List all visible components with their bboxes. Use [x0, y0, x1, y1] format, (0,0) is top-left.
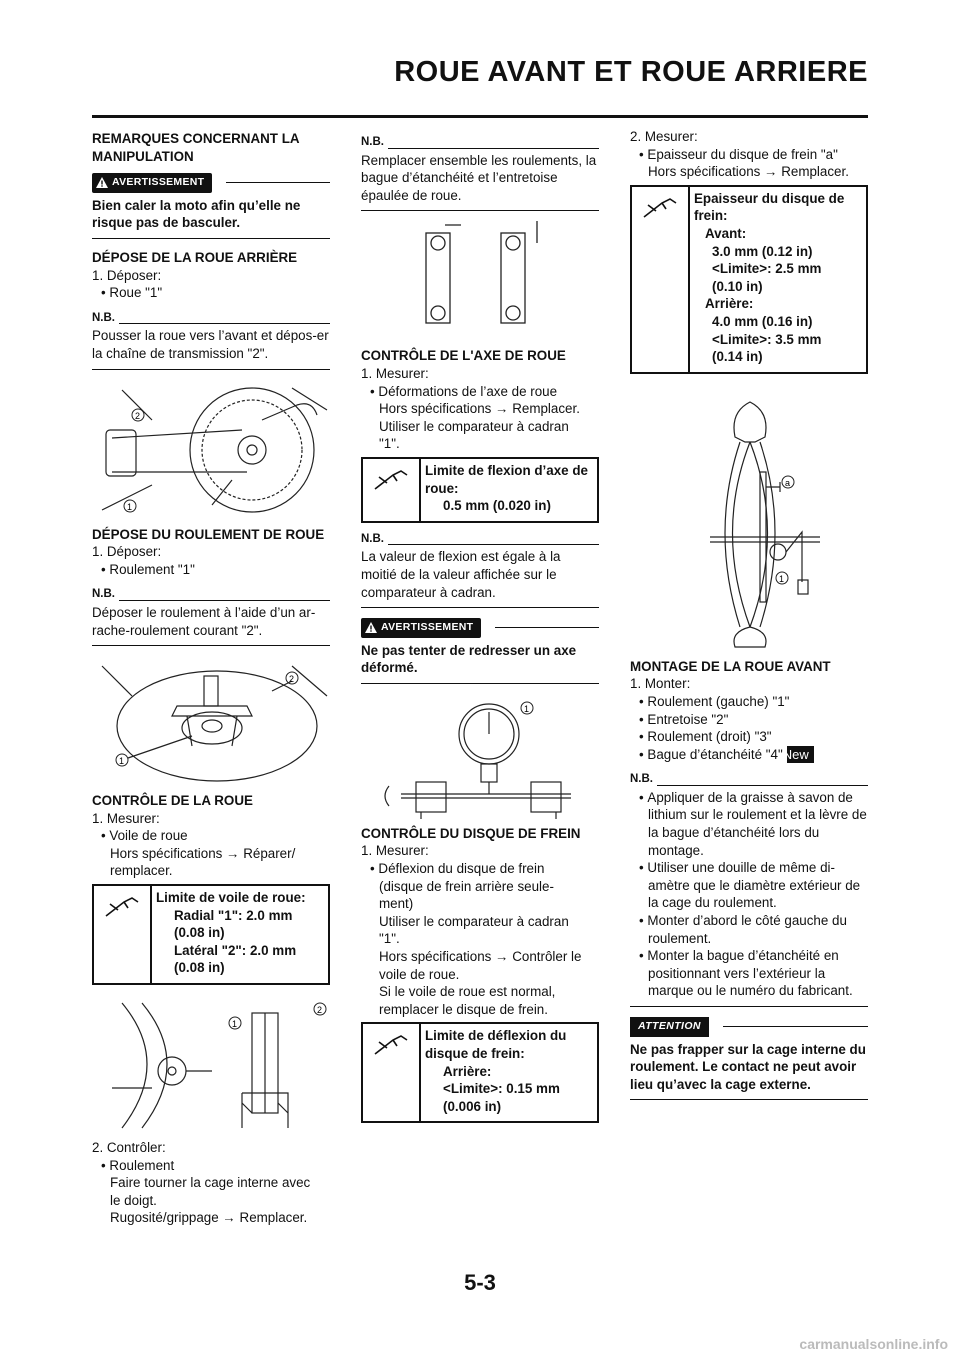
nb-bullet: • Monter d’abord le côté gauche du roulement.	[630, 912, 868, 947]
step-text: 2. Mesurer:	[630, 129, 698, 144]
step-bullet: • Roulement	[92, 1157, 330, 1175]
section-title-wheel-check: CONTRÔLE DE LA ROUE	[92, 793, 253, 809]
new-part-badge: New	[787, 746, 814, 764]
spec-box-brake-disc-deflection: Limite de déflexion du disque de frein: Arrière: <Limite>: 0.15 mm (0.006 in)	[361, 1022, 599, 1123]
nb-text: La valeur de flexion est égale à la moitié de la valeur affichée sur le comparateur à cadran.	[361, 549, 561, 600]
attention-text: Ne pas frapper sur la cage interne du roulement. Le contact ne peut avoir lieu qu’avec la cage externe.	[630, 1041, 866, 1092]
nb-bullet: • Appliquer de la graisse à savon de lithium sur le roulement et la lèvre de la bague d’étanchéité lors du montage.	[630, 789, 868, 859]
axle-dial-gauge-illustration	[361, 694, 599, 819]
step-bullet: • Roulement (gauche) "1"	[630, 693, 868, 711]
attention-badge: ATTENTION	[630, 1017, 709, 1037]
nb-header: N.B.	[361, 531, 599, 549]
page-number: 5-3	[464, 1270, 496, 1295]
step-bullet: • Roulement (droit) "3"	[630, 728, 868, 746]
step-bullet: • Roulement "1"	[92, 561, 330, 579]
step-text: 2. Contrôler:	[92, 1140, 166, 1156]
page-title: ROUE AVANT ET ROUE ARRIERE	[394, 56, 868, 88]
svg-text:1: 1	[119, 756, 125, 767]
watermark: carmanualsonline.info	[799, 1336, 948, 1352]
svg-text:2: 2	[317, 1005, 323, 1016]
step-text: 1. Déposer:	[92, 267, 162, 283]
spec-box-brake-disc-thickness: Epaisseur du disque de frein: Avant: 3.0 mm (0.12 in) <Limite>: 2.5 mm (0.10 in) Arrière: 4.0 mm (0.16 in) <Limite>: 3.5 mm (0.14 in)	[630, 185, 868, 374]
section-title-handling: REMARQUES CONCERNANT LA MANIPULATION	[92, 131, 300, 164]
nb-header: N.B.	[92, 310, 330, 328]
warning-triangle-icon	[365, 622, 377, 633]
svg-text:1: 1	[524, 703, 530, 714]
step-bullet: • Entretoise "2"	[630, 711, 868, 729]
svg-text:2: 2	[289, 674, 295, 685]
warning-header	[92, 173, 330, 193]
warning-badge: AVERTISSEMENT	[92, 173, 212, 193]
warning-end-rule	[92, 238, 330, 239]
warning-header	[361, 618, 599, 638]
wrench-spec-icon	[642, 195, 678, 221]
step-text: 1. Mesurer:	[361, 365, 429, 381]
step-bullet: • Epaisseur du disque de frein "a"	[630, 146, 868, 164]
step-text: 1. Mesurer:	[361, 843, 429, 859]
nb-bullet: • Monter la bague d’étanchéité en positionnant vers l’extérieur la marque ou le numéro du fabricant.	[630, 947, 868, 1000]
step-bullet: • Voile de roue	[92, 827, 330, 845]
section-title-bearing-removal: DÉPOSE DU ROULEMENT DE ROUE	[92, 526, 325, 542]
wrench-spec-icon	[373, 1032, 409, 1058]
spec-box-axle-bend: Limite de flexion d’axe de roue: 0.5 mm (0.020 in)	[361, 457, 599, 523]
svg-text:1: 1	[127, 501, 133, 512]
brake-disc-wheel-illustration	[630, 382, 868, 652]
step-bullet: • Roue "1"	[92, 284, 330, 302]
step-text: 1. Mesurer:	[92, 810, 160, 826]
attention-header	[630, 1017, 868, 1037]
step-detail: remplacer.	[110, 863, 173, 879]
rear-wheel-chain-illustration	[92, 380, 330, 520]
wrench-spec-icon	[373, 467, 409, 493]
warning-triangle-icon	[96, 177, 108, 188]
wrench-spec-icon	[104, 894, 140, 920]
header-rule	[92, 115, 868, 118]
nb-header: N.B.	[630, 771, 868, 789]
warning-badge: AVERTISSEMENT	[361, 618, 481, 638]
svg-text:2: 2	[135, 410, 141, 421]
svg-text:1: 1	[779, 573, 785, 584]
section-title-brake-disc-check: CONTRÔLE DU DISQUE DE FREIN	[361, 825, 581, 841]
step-bullet: • Déformations de l’axe de roue	[361, 383, 599, 401]
wheel-runout-dial-gauge-illustration	[92, 993, 330, 1133]
step-detail: Hors spécifications → Réparer/	[110, 845, 296, 861]
warning-text: Ne pas tenter de redresser un axe déformé.	[361, 642, 577, 676]
svg-text:1: 1	[232, 1019, 238, 1030]
bearing-cross-section-illustration	[361, 221, 599, 341]
column-1: REMARQUES CONCERNANT LA MANIPULATION AVERTISSEMENT Bien caler la moto afin qu’elle ne risque pas de basculer. DÉPOSE DE LA ROUE ARRIÈRE 1. Déposer: • Roue "1" N.B. Pousser la roue vers l’avant et dépos-er la chaîne de transmission "2". 2 1 DÉPOSE DU ROULEMENT DE ROUE 1. Déposer: • Roulement "1" N.B. Déposer le roulement à l’aide d’un ar-rache-roulement courant "2". 2 1 CONTRÔLE DE LA ROUE 1. Mesurer: • Voile de roue Hors spécifications → Réparer/ remplacer. Limite de voile de roue: Radial "1": 2.0 mm (0.08 in) Latéral "2": 2.0 mm (0.08 in) 2 1 2. Contrôler: • Roulement Faire tourner la cage interne avec le doigt. Rugosité/grippage → Remplacer.	[92, 128, 330, 1227]
column-2: N.B. Remplacer ensemble les roulements, la bague d’étanchéité et l’entretoise épaulée de roue. CONTRÔLE DE L'AXE DE ROUE 1. Mesurer: • Déformations de l’axe de roue Hors spécifications → Remplacer. Utiliser le comparateur à cadran "1". Limite de flexion d’axe de roue: 0.5 mm (0.020 in) N.B. La valeur de flexion est égale à la moitié de la valeur affichée sur le comparateur à cadran. AVERTISSEMENT Ne pas tenter de redresser un axe déformé. 1 CONTRÔLE DU DISQUE DE FREIN 1. Mesurer: • Déflexion du disque de frein (disque de frein arrière seule- ment) Utiliser le comparateur à cadran "1". Hors spécifications → Contrôler le voile de roue. Si le voile de roue est normal, remplacer le disque de frein. Limite de déflexion du disque de frein: Arrière: <Limite>: 0.15 mm (0.006 in)	[361, 128, 599, 1131]
spec-box-wheel-runout: Limite de voile de roue: Radial "1": 2.0 mm (0.08 in) Latéral "2": 2.0 mm (0.08 in)	[92, 884, 330, 985]
bearing-puller-illustration	[92, 656, 330, 786]
nb-bullet: • Utiliser une douille de même di-amètre que le diamètre extérieur de la cage du roulement.	[630, 859, 868, 912]
section-title-front-wheel-install: MONTAGE DE LA ROUE AVANT	[630, 658, 831, 674]
column-3: 2. Mesurer: • Epaisseur du disque de frein "a" Hors spécifications → Remplacer. Epaisseur du disque de frein: Avant: 3.0 mm (0.12 in) <Limite>: 2.5 mm (0.10 in) Arrière: 4.0 mm (0.16 in) <Limite>: 3.5 mm (0.14 in) a 1 MONTAGE DE LA ROUE AVANT 1. Monter: • Roulement (gauche) "1" • Entretoise "2" • Roulement (droit) "3" • Bague d’étanchéité "4"New N.B. • Appliquer de la graisse à savon de lithium sur le roulement et la lèvre de la bague d’étanchéité lors du montage. • Utiliser une douille de même di-amètre que le diamètre extérieur de la cage du roulement. • Monter d’abord le côté gauche du roulement. • Monter la bague d’étanchéité en positionnant vers l’extérieur la marque ou le numéro du fabricant. ATTENTION Ne pas frapper sur la cage interne du roulement. Le contact ne peut avoir lieu qu’avec la cage externe.	[630, 128, 868, 1110]
nb-text: Remplacer ensemble les roulements, la bague d’étanchéité et l’entretoise épaulée de roue.	[361, 152, 597, 203]
section-title-rear-wheel-removal: DÉPOSE DE LA ROUE ARRIÈRE	[92, 249, 298, 265]
nb-text: Pousser la roue vers l’avant et dépos-er la chaîne de transmission "2".	[92, 328, 329, 361]
step-bullet: • Bague d’étanchéité "4"New	[630, 746, 868, 764]
warning-text: Bien caler la moto afin qu’elle ne risque pas de basculer.	[92, 197, 301, 231]
nb-header: N.B.	[92, 586, 330, 604]
step-text: 1. Monter:	[630, 676, 691, 692]
step-bullet: • Déflexion du disque de frein	[361, 860, 599, 878]
svg-text:a: a	[785, 477, 791, 488]
nb-header: N.B.	[361, 134, 599, 152]
step-text: 1. Déposer:	[92, 544, 162, 560]
section-title-axle-check: CONTRÔLE DE L'AXE DE ROUE	[361, 348, 566, 364]
nb-text: Déposer le roulement à l’aide d’un ar-rache-roulement courant "2".	[92, 604, 316, 638]
